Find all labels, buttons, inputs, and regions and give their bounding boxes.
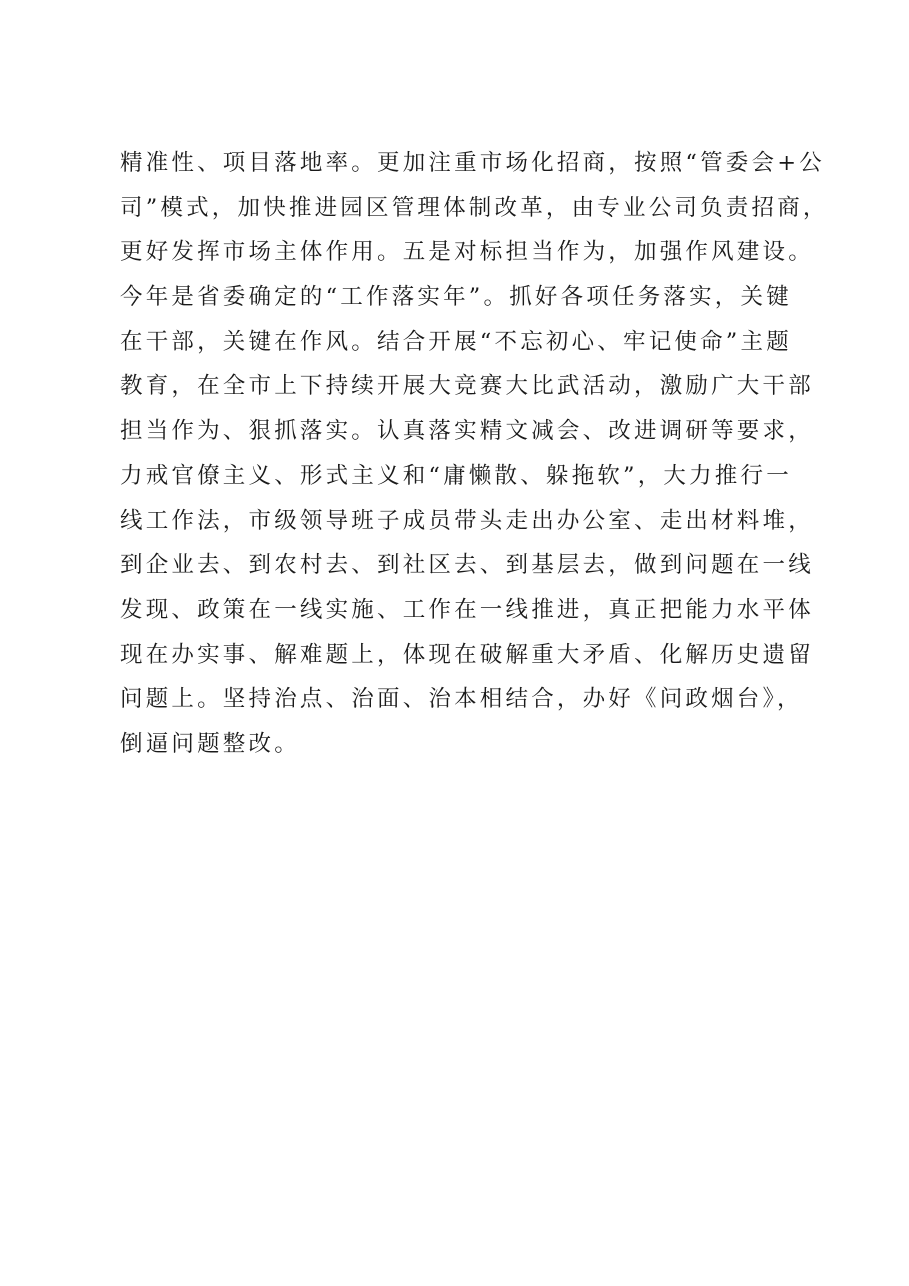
text-line: 力戒官僚主义、形式主义和“庸懒散、躲拖软”，大力推行一: [120, 462, 792, 489]
text-line: 司”模式，加快推进园区管理体制改革，由专业公司负责招商，: [120, 194, 829, 221]
text-line: 更好发挥市场主体作用。五是对标担当作为，加强作风建设。: [120, 239, 814, 266]
text-line: 担当作为、狠抓落实。认真落实精文减会、改进调研等要求，: [120, 418, 814, 445]
text-line: 精准性、项目落地率。更加注重市场化招商，按照“管委会+公: [120, 150, 825, 176]
text-line: 到企业去、到农村去、到社区去、到基层去，做到问题在一线: [120, 552, 814, 579]
text-line: 现在办实事、解难题上，体现在破解重大矛盾、化解历史遗留: [120, 641, 814, 668]
text-line: 问题上。坚持治点、治面、治本相结合，办好《问政烟台》，: [120, 686, 803, 713]
body-paragraph: [120, 141, 829, 767]
text-line: 线工作法，市级领导班子成员带头走出办公室、走出材料堆，: [120, 507, 814, 534]
text-line: 在干部，关键在作风。结合开展“不忘初心、牢记使命”主题: [120, 328, 792, 355]
text-line: 倒逼问题整改。: [120, 730, 300, 757]
text-line: 发现、政策在一线实施、工作在一线推进，真正把能力水平体: [120, 596, 814, 623]
text-line: 今年是省委确定的“工作落实年”。抓好各项任务落实，关键: [120, 284, 792, 311]
text-line: 教育，在全市上下持续开展大竞赛大比武活动，激励广大干部: [120, 373, 814, 400]
